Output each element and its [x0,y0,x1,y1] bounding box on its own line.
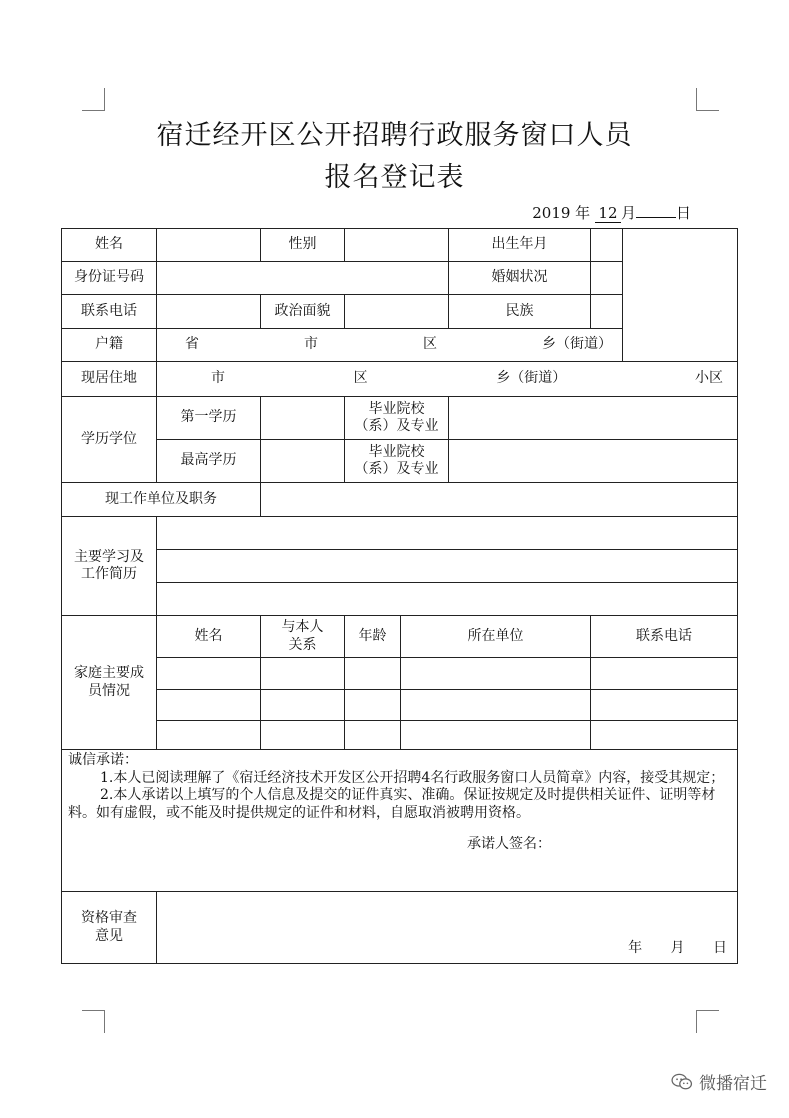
label-gender: 性别 [261,229,345,262]
family-cell[interactable] [591,690,738,721]
family-cell[interactable] [157,721,261,750]
field-political[interactable] [345,295,449,329]
pledge-item-1: 1.本人已阅读理解了《宿迁经济技术开发区公开招聘4名行政服务窗口人员简章》内容，接受其规定； [100,769,725,786]
residence-district: 区 [353,370,368,387]
label-school-major-1: 毕业院校 （系）及专业 [345,397,449,440]
residence-town: 乡（街道） [496,370,567,387]
form-date [532,202,691,223]
field-name[interactable] [157,229,261,262]
family-header-name: 姓名 [157,616,261,658]
field-marital[interactable] [591,262,623,295]
pledge-item-2: 2.本人承诺以上填写的个人信息及提交的证件真实、准确。保证按规定及时提供相关证件、证明等材料。如有虚假，或不能及时提供规定的证件和材料，自愿取消被聘用资格。 [68,787,716,821]
label-name: 姓名 [62,229,157,262]
family-cell[interactable] [401,658,591,690]
review-date: 年 月 日 [628,939,727,956]
crop-mark-bottom-right [696,1010,719,1033]
field-ethnicity[interactable] [591,295,623,329]
label-education: 学历学位 [62,397,157,483]
crop-mark-top-left [82,88,105,111]
field-resume-line[interactable] [157,583,738,616]
family-cell[interactable] [591,658,738,690]
residence-city: 市 [211,370,225,387]
household-town: 乡（街道） [542,336,612,353]
field-birth[interactable] [591,229,623,262]
family-cell[interactable] [261,721,345,750]
field-school-major-2[interactable] [449,440,738,483]
family-cell[interactable] [345,721,401,750]
watermark [671,1069,767,1094]
family-header-relation: 与本人 关系 [261,616,345,658]
date-month-suffix: 月 [620,204,636,222]
family-cell[interactable] [261,690,345,721]
field-work-unit[interactable] [261,483,738,517]
label-household: 户籍 [62,329,157,362]
label-work-unit: 现工作单位及职务 [62,483,261,517]
family-cell[interactable] [345,690,401,721]
family-cell[interactable] [157,658,261,690]
label-resume: 主要学习及 工作简历 [62,517,157,616]
field-phone[interactable] [157,295,261,329]
household-district: 区 [423,336,437,353]
label-highest-edu: 最高学历 [157,440,261,483]
field-id-number[interactable] [157,262,449,295]
wechat-icon [671,1073,693,1091]
label-family: 家庭主要成 员情况 [62,616,157,750]
date-day-field[interactable] [636,217,676,218]
family-cell[interactable] [157,690,261,721]
family-cell[interactable] [261,658,345,690]
household-city: 市 [304,336,318,353]
family-header-phone: 联系电话 [591,616,738,658]
label-political: 政治面貌 [261,295,345,329]
field-resume-line[interactable] [157,517,738,550]
watermark-text: 微播宿迁 [699,1074,767,1094]
crop-mark-top-right [696,88,719,111]
photo-box[interactable] [623,229,738,362]
integrity-pledge [62,750,738,892]
field-gender[interactable] [345,229,449,262]
crop-mark-bottom-left [82,1010,105,1033]
family-cell[interactable] [401,690,591,721]
family-header-age: 年龄 [345,616,401,658]
household-province: 省 [185,336,199,353]
field-review[interactable] [157,892,738,964]
label-phone: 联系电话 [62,295,157,329]
label-marital: 婚姻状况 [449,262,591,295]
field-household[interactable] [157,329,623,362]
date-month[interactable]: 12 [595,204,621,223]
field-residence[interactable] [157,362,738,397]
label-review: 资格审查 意见 [62,892,157,964]
pledge-signature[interactable]: 承诺人签名： [467,836,551,852]
residence-community: 小区 [694,370,723,387]
date-year: 2019 年 [532,204,591,222]
family-cell[interactable] [345,658,401,690]
label-id-number: 身份证号码 [62,262,157,295]
label-school-major-2: 毕业院校 （系）及专业 [345,440,449,483]
family-cell[interactable] [591,721,738,750]
label-birth: 出生年月 [449,229,591,262]
form-subtitle: 报名登记表 [324,162,465,193]
date-day-suffix: 日 [675,204,691,222]
label-first-edu: 第一学历 [157,397,261,440]
label-ethnicity: 民族 [449,295,591,329]
field-school-major-1[interactable] [449,397,738,440]
field-first-edu[interactable] [261,397,345,440]
field-highest-edu[interactable] [261,440,345,483]
label-residence: 现居住地 [62,362,157,397]
registration-form-table [61,228,738,964]
pledge-title: 诚信承诺： [68,752,138,768]
family-header-unit: 所在单位 [401,616,591,658]
family-cell[interactable] [401,721,591,750]
form-title: 宿迁经开区公开招聘行政服务窗口人员 [156,120,633,151]
field-resume-line[interactable] [157,550,738,583]
